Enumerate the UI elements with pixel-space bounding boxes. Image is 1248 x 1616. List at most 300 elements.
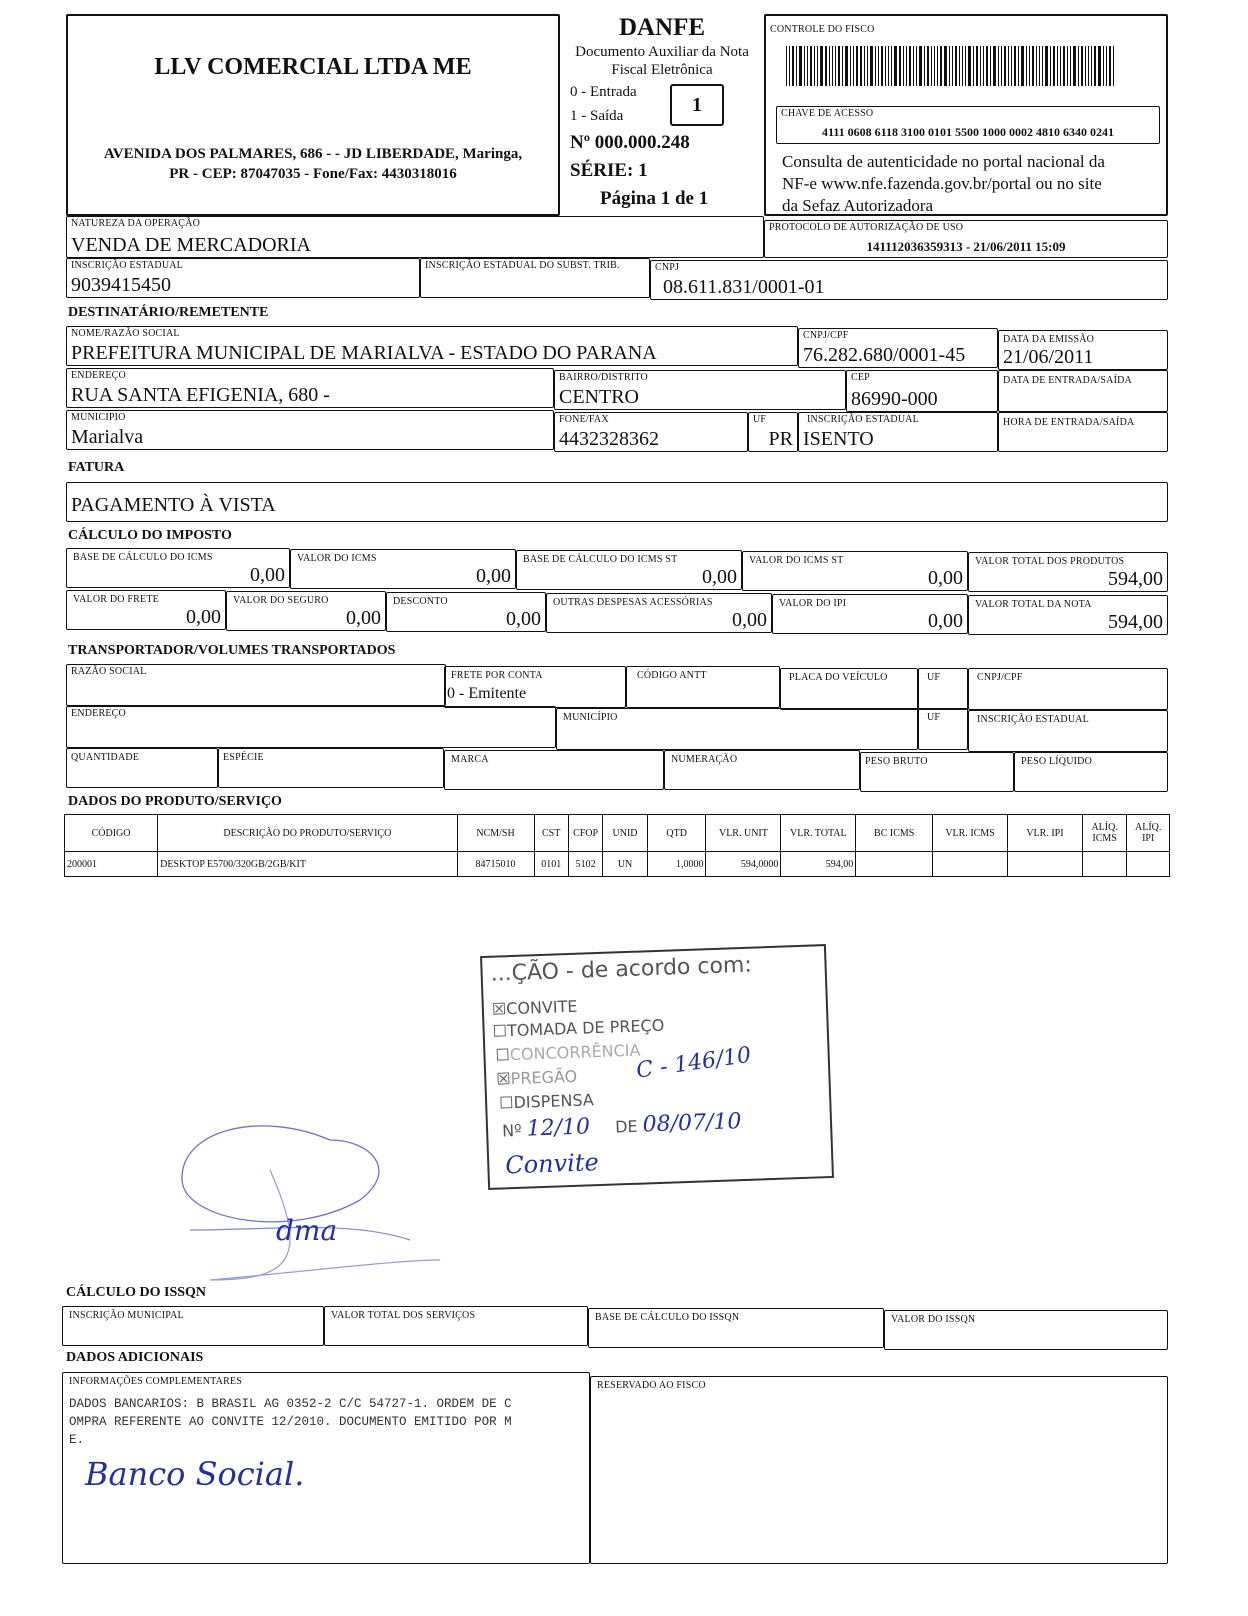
ie-cell [66,258,420,298]
barcode-bar [955,46,957,86]
issqn-im-label: INSCRIÇÃO MUNICIPAL [69,1310,184,1321]
transp-uf2-cell [918,708,968,750]
section-imposto: CÁLCULO DO IMPOSTO [68,528,232,543]
barcode-bar [899,46,901,86]
imposto-cell [516,550,742,590]
dest-ie-cell [798,412,998,452]
barcode-bar [1014,46,1016,86]
transp-uf-cell [918,668,968,710]
ie-st-label: INSCRIÇÃO ESTADUAL DO SUBST. TRIB. [425,260,620,271]
imposto-cell [66,590,226,630]
emitter-address-2: PR - CEP: 87047035 - Fone/Fax: 4430318016 [169,166,457,182]
transp-numeracao-label: NUMERAÇÃO [671,754,738,765]
issqn-vts-cell [324,1306,588,1346]
protocolo-value: 141112036359313 - 21/06/2011 15:09 [866,239,1066,254]
emitter-name: LLV COMERCIAL LTDA ME [154,54,472,80]
barcode-bar [986,46,988,86]
section-destinatario: DESTINATÁRIO/REMETENTE [68,305,269,320]
transp-cnpj-label: CNPJ/CPF [977,672,1023,683]
imposto-cell [968,595,1168,635]
checked-box-icon: ☒ [495,1069,511,1089]
barcode-bar [1088,46,1089,86]
barcode-bar [832,46,833,86]
stamp-title: ...ÇÃO - de acordo com: [490,952,753,987]
barcode-bar [1063,46,1065,86]
imposto-label: VALOR DO IPI [779,598,847,609]
checkbox-icon: ☐ [498,1093,514,1113]
barcode-bar [980,46,981,86]
imposto-value: 0,00 [476,565,511,587]
dest-bairro-cell [554,370,846,410]
section-issqn: CÁLCULO DO ISSQN [66,1285,207,1300]
barcode-bar [842,46,843,86]
products-header-cell: CÓDIGO [65,815,158,852]
dest-municipio-cell [66,410,554,450]
barcode-bar [962,46,963,86]
dest-uf-cell [748,412,798,452]
table-cell [933,852,1008,877]
dest-cnpj-value: 76.282.680/0001-45 [803,344,966,366]
transp-placa-label: PLACA DO VEÍCULO [789,672,888,683]
barcode-bar [990,46,991,86]
fatura-cell [66,482,1168,522]
stamp-opt-tomada [492,1016,664,1041]
protocolo-label: PROTOCOLO DE AUTORIZAÇÃO DE USO [769,222,964,233]
emitter-address: AVENIDA DOS PALMARES, 686 - - JD LIBERDADE, Maringa, [103,146,523,162]
barcode-bar [804,46,805,86]
imposto-value: 0,00 [928,567,963,589]
dest-nome-label: NOME/RAZÃO SOCIAL [71,328,180,339]
barcode-bar [1106,46,1107,86]
barcode-bar [891,46,892,86]
table-cell: 594,00 [781,852,856,877]
ie-label: INSCRIÇÃO ESTADUAL [71,260,183,271]
info-complementares-cell [62,1372,590,1564]
transp-antt-cell [626,666,780,708]
checkbox-icon: ☐ [492,1021,508,1041]
products-table [64,814,1170,877]
imposto-value: 0,00 [928,610,963,632]
dest-hora-label: HORA DE ENTRADA/SAÍDA [1003,417,1135,428]
imposto-cell [968,552,1168,592]
products-header-cell: ALÍQ. ICMS [1082,815,1127,852]
table-cell [1008,852,1083,877]
barcode-bar [867,46,868,86]
barcode-bar [1018,46,1019,86]
emitter-box [66,14,560,216]
danfe-tipo: 1 [670,84,724,126]
barcode-bar [825,46,827,86]
protocolo-cell [764,220,1168,258]
stamp-num-value: 12/10 [526,1114,591,1142]
stamp-date-value: 08/07/10 [642,1109,742,1138]
stamp-num-label: Nº [501,1120,522,1141]
transp-marca-label: MARCA [451,754,489,765]
transp-endereco-label: ENDEREÇO [71,708,126,719]
imposto-label: VALOR DO SEGURO [233,595,329,606]
products-header-cell: ALÍQ. IPI [1127,815,1170,852]
transp-placa-cell [780,668,918,710]
imposto-cell [742,551,968,591]
table-cell [1082,852,1127,877]
barcode-bar [786,46,787,86]
imposto-label: VALOR DO ICMS [297,553,377,564]
barcode-bar [919,46,922,86]
barcode-bar [913,46,914,86]
dest-emissao-value: 21/06/2011 [1003,346,1094,368]
barcode-bar [952,46,953,86]
barcode-bar [1060,46,1061,86]
info-line-3: E. [69,1433,85,1447]
stamp-de-label: DE [614,1116,638,1137]
dest-entrada-saida-cell [998,370,1168,412]
barcode-bar [903,46,904,86]
transp-antt-label: CÓDIGO ANTT [637,670,707,681]
transp-cnpj-cell [968,668,1168,710]
transp-razao-cell [66,664,446,706]
imposto-value: 0,00 [702,566,737,588]
barcode-bar [888,46,889,86]
transp-frete-label: FRETE POR CONTA [451,670,543,681]
barcode-bar [1021,46,1024,86]
imposto-cell [546,593,772,633]
issqn-vts-label: VALOR TOTAL DOS SERVIÇOS [331,1310,476,1321]
issqn-im-cell [62,1306,324,1346]
natureza-cell [66,216,764,258]
dest-cep-cell [846,370,998,412]
transp-especie-label: ESPÉCIE [223,752,264,763]
imposto-label: OUTRAS DESPESAS ACESSÓRIAS [553,597,713,608]
issqn-valor-label: VALOR DO ISSQN [891,1314,976,1325]
dest-entrada-saida-label: DATA DE ENTRADA/SAÍDA [1003,375,1132,386]
dest-uf-value: PR [768,428,793,450]
barcode-bar [940,46,942,86]
barcode-bar [829,46,830,86]
imposto-cell [66,548,290,588]
reservado-fisco-cell [590,1376,1168,1564]
consulta-2: NF-e www.nfe.fazenda.gov.br/portal ou no site [782,174,1102,193]
dest-nome-value: PREFEITURA MUNICIPAL DE MARIALVA - ESTADO DO PARANA [71,342,657,364]
imposto-label: VALOR TOTAL DOS PRODUTOS [975,556,1125,567]
barcode-bar [983,46,984,86]
barcode-bar [934,46,935,86]
transp-municipio-label: MUNICÍPIO [563,712,618,723]
signature-drawing [170,1110,460,1290]
table-cell: 1,0000 [647,852,706,877]
natureza-label: NATUREZA DA OPERAÇÃO [71,218,201,229]
barcode-bar [1094,46,1096,86]
barcode-bar [1050,46,1051,86]
reservado-fisco-label: RESERVADO AO FISCO [597,1380,706,1391]
barcode-bar [792,46,794,86]
ie-st-cell [420,258,650,298]
stamp-opt-pregao [496,1067,577,1089]
cnpj-label: CNPJ [655,262,680,273]
barcode-bar [906,46,907,86]
table-cell: 5102 [568,852,602,877]
issqn-valor-cell [884,1310,1168,1350]
barcode-bar [949,46,950,86]
dest-municipio-value: Marialva [71,426,144,448]
dest-cnpj-label: CNPJ/CPF [803,330,849,341]
imposto-cell [290,549,516,589]
barcode-bar [937,46,938,86]
products-header-cell: CST [534,815,568,852]
barcode-bar [909,46,911,86]
barcode-bar [881,46,883,86]
info-handwritten-note: Banco Social. [85,1455,305,1493]
section-produtos: DADOS DO PRODUTO/SERVIÇO [68,794,282,809]
dest-bairro-label: BAIRRO/DISTRITO [559,372,648,383]
barcode-bar [1091,46,1092,86]
barcode-bar [1008,46,1009,86]
imposto-label: VALOR TOTAL DA NOTA [975,599,1092,610]
info-complementares-label: INFORMAÇÕES COMPLEMENTARES [69,1376,243,1387]
dest-ie-value: ISENTO [803,428,874,450]
section-transporte: TRANSPORTADOR/VOLUMES TRANSPORTADOS [68,643,396,658]
barcode-bar [1011,46,1012,86]
controle-fisco-label: CONTROLE DO FISCO [770,24,875,35]
table-cell: 594,0000 [706,852,781,877]
products-header-cell: VLR. IPI [1008,815,1083,852]
barcode-bar [894,46,897,86]
barcode-bar [799,46,802,86]
imposto-label: VALOR DO ICMS ST [749,555,844,566]
table-cell: 84715010 [457,852,534,877]
stamp-opt5: DISPENSA [513,1090,595,1113]
stamp-opt2: TOMADA DE PREÇO [506,1015,665,1041]
ie-value: 9039415450 [71,274,171,296]
dest-endereco-cell [66,368,554,408]
barcode-bar [1109,46,1111,86]
checked-box-icon: ☒ [491,999,507,1019]
barcode [786,46,1146,86]
dest-cep-label: CEP [851,372,870,383]
transp-especie-cell [218,748,444,788]
dest-cep-value: 86990-000 [851,388,938,410]
imposto-value: 594,00 [1108,611,1163,633]
barcode-bar [1081,46,1083,86]
dest-municipio-label: MUNICIPIO [71,412,126,423]
barcode-bar [965,46,966,86]
barcode-bar [1032,46,1034,86]
consulta-1: Consulta de autenticidade no portal nacional da [782,152,1105,171]
section-fatura: FATURA [68,460,125,475]
products-header-cell: VLR. UNIT [706,815,781,852]
barcode-bar [789,46,790,86]
transp-qtd-label: QUANTIDADE [71,752,140,763]
barcode-bar [878,46,879,86]
barcode-bar [860,46,862,86]
section-adicionais: DADOS ADICIONAIS [66,1350,204,1365]
stamp-handwritten-number: C - 146/10 [634,1042,753,1084]
table-cell: 200001 [65,852,158,877]
barcode-bar [1036,46,1037,86]
barcode-bar [968,46,971,86]
danfe-box [560,14,764,216]
dest-emissao-cell [998,330,1168,370]
products-header-cell: QTD [647,815,706,852]
barcode-bar [916,46,917,86]
barcode-bar [1085,46,1086,86]
licitacao-stamp [480,944,834,1190]
dest-fone-cell [554,412,748,452]
transp-razao-label: RAZÃO SOCIAL [71,666,147,677]
barcode-bar [1070,46,1071,86]
barcode-bar [850,46,851,86]
danfe-pagina: Página 1 de 1 [600,188,709,209]
dest-fone-label: FONE/FAX [559,414,609,425]
barcode-bar [885,46,886,86]
natureza-value: VENDA DE MERCADORIA [71,234,311,256]
danfe-entrada: 0 - Entrada [570,84,637,100]
barcode-bar [835,46,836,86]
imposto-label: BASE DE CÁLCULO DO ICMS ST [523,554,678,565]
barcode-bar [1029,46,1030,86]
dest-nome-cell [66,326,798,366]
dest-ie-label: INSCRIÇÃO ESTADUAL [807,414,919,425]
barcode-bar [976,46,978,86]
barcode-bar [817,46,818,86]
stamp-opt-convite [492,997,578,1019]
chave-acesso-box [776,106,1160,144]
transp-endereco-cell [66,706,556,748]
products-header-cell: UNID [603,815,648,852]
transp-frete-cell [444,666,626,708]
stamp-handwritten-convite: Convite [504,1148,600,1180]
imposto-value: 594,00 [1108,568,1163,590]
imposto-value: 0,00 [250,564,285,586]
barcode-bar [864,46,865,86]
products-header-cell: VLR. TOTAL [781,815,856,852]
chave-acesso-value: 4111 0608 6118 3100 0101 5500 1000 0002 4810 6340 0241 [821,125,1114,139]
barcode-bar [927,46,929,86]
transp-uf-label: UF [927,672,941,683]
cnpj-cell [650,260,1168,300]
danfe-serie: SÉRIE: 1 [570,160,648,181]
barcode-bar [1057,46,1058,86]
dest-bairro-value: CENTRO [559,386,639,408]
barcode-bar [1067,46,1068,86]
barcode-bar [814,46,815,86]
imposto-cell [772,594,968,634]
barcode-bar [796,46,797,86]
barcode-bar [1078,46,1079,86]
barcode-bar [993,46,996,86]
imposto-label: VALOR DO FRETE [73,594,159,605]
barcode-bar [1004,46,1006,86]
transp-peso-liquido-label: PESO LÍQUIDO [1021,756,1093,767]
danfe-numero: Nº 000.000.248 [570,132,690,153]
products-header-cell: DESCRIÇÃO DO PRODUTO/SERVIÇO [158,815,458,852]
dest-endereco-label: ENDEREÇO [71,370,126,381]
info-line-2: OMPRA REFERENTE AO CONVITE 12/2010. DOCUMENTO EMITIDO POR M [69,1415,512,1429]
transp-frete-value: 0 - Emitente [447,685,527,702]
barcode-bar [1045,46,1048,86]
barcode-bar [870,46,873,86]
imposto-label: DESCONTO [393,596,448,607]
dest-uf-label: UF [753,414,767,425]
barcode-bar [1073,46,1076,86]
stamp-num-row [502,1109,742,1142]
imposto-value: 0,00 [186,606,221,628]
products-header-cell: BC ICMS [856,815,933,852]
danfe-subtitle-1: Documento Auxiliar da Nota [575,44,749,60]
barcode-bar [1053,46,1055,86]
transp-marca-cell [444,750,664,790]
danfe-saida: 1 - Saída [570,108,624,124]
stamp-opt3: CONCORRÊNCIA [509,1040,641,1065]
barcode-bar [856,46,858,86]
products-header-row [65,815,1170,852]
imposto-value: 0,00 [346,607,381,629]
barcode-bar [1026,46,1027,86]
transp-peso-liquido-cell [1014,752,1168,792]
dest-emissao-label: DATA DA EMISSÃO [1003,334,1095,345]
table-cell [856,852,933,877]
barcode-bar [931,46,932,86]
info-line-1: DADOS BANCARIOS: B BRASIL AG 0352-2 C/C 54727-1. ORDEM DE C [69,1397,512,1411]
barcode-bar [853,46,854,86]
products-header-cell: CFOP [568,815,602,852]
imposto-cell [386,592,546,632]
barcode-bar [1113,46,1114,86]
transp-uf2-label: UF [927,712,941,723]
transp-peso-bruto-label: PESO BRUTO [865,756,928,767]
barcode-bar [944,46,947,86]
checkbox-icon: ☐ [495,1045,511,1065]
barcode-bar [959,46,960,86]
stamp-opt-concorrencia [495,1041,641,1065]
barcode-bar [924,46,925,86]
danfe-subtitle-2: Fiscal Eletrônica [611,62,713,78]
transp-ie-cell [968,710,1168,752]
imposto-value: 0,00 [506,608,541,630]
issqn-base-cell [588,1308,884,1348]
dest-hora-cell [998,412,1168,452]
stamp-opt1: CONVITE [505,996,578,1019]
table-cell: DESKTOP E5700/320GB/2GB/KIT [158,852,458,877]
barcode-bar [998,46,999,86]
transp-qtd-cell [66,748,218,788]
danfe-title: DANFE [618,14,706,41]
dest-cnpj-cell [798,328,998,368]
imposto-value: 0,00 [732,609,767,631]
table-cell: 0101 [534,852,568,877]
transp-municipio-cell [556,708,918,750]
barcode-bar [820,46,823,86]
table-row [65,852,1170,877]
table-cell: UN [603,852,648,877]
imposto-label: BASE DE CÁLCULO DO ICMS [73,552,213,563]
barcode-bar [1039,46,1040,86]
barcode-bar [973,46,974,86]
stamp-opt-dispensa [499,1090,594,1112]
issqn-base-label: BASE DE CÁLCULO DO ISSQN [595,1312,740,1323]
stamp-opt4: PREGÃO [510,1066,578,1089]
products-header-cell: NCM/SH [457,815,534,852]
barcode-bar [810,46,812,86]
transp-peso-bruto-cell [860,752,1014,792]
transp-numeracao-cell [664,750,860,790]
fisco-box [764,14,1168,216]
barcode-bar [1042,46,1043,86]
transp-ie-label: INSCRIÇÃO ESTADUAL [977,714,1089,725]
barcode-bar [1103,46,1104,86]
barcode-bar [838,46,840,86]
barcode-bar [1001,46,1002,86]
barcode-bar [1098,46,1101,86]
